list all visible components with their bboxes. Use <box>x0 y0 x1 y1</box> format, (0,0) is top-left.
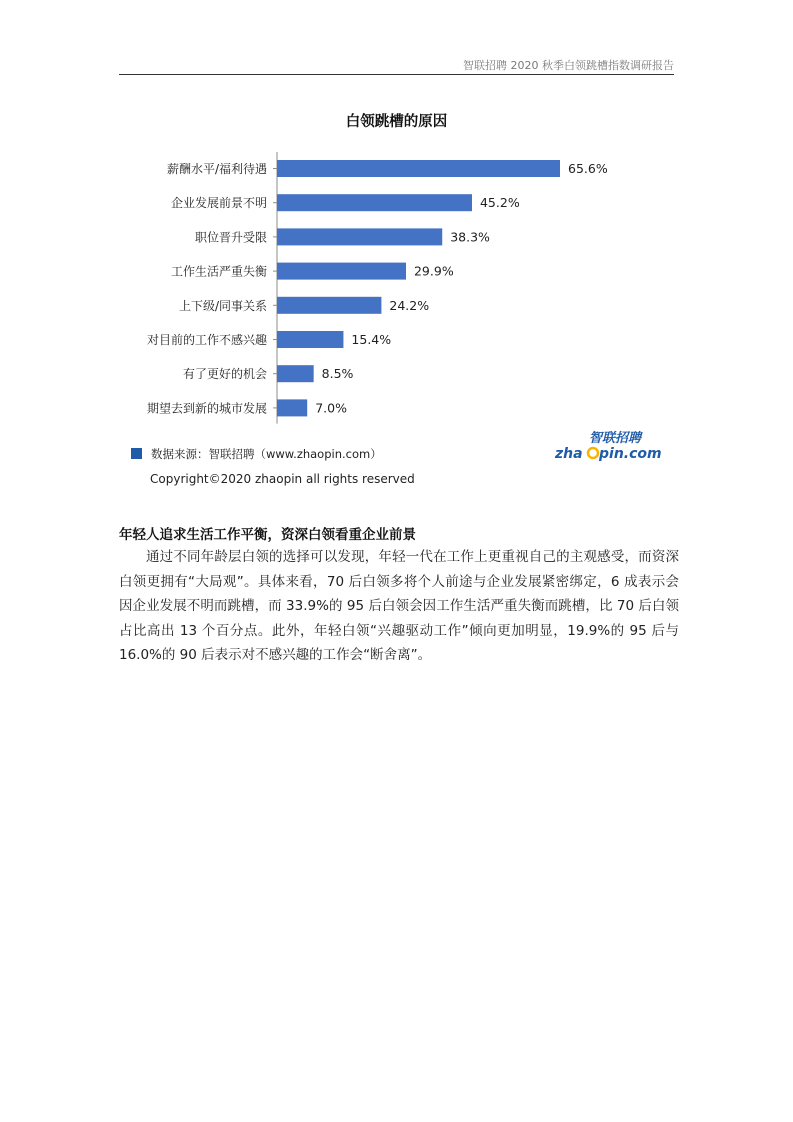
bar-7 <box>277 365 314 382</box>
bar-8 <box>277 399 307 416</box>
source-text: 数据来源：智联招聘（www.zhaopin.com） <box>151 447 382 461</box>
header-title: 智联招聘 2020 秋季白领跳槽指数调研报告 <box>463 59 674 72</box>
value-label-7: 8.5% <box>321 366 354 382</box>
value-label-4: 29.9% <box>413 263 454 279</box>
value-label-8: 7.0% <box>315 400 347 416</box>
category-label-8: 期望去到新的城市发展 <box>146 401 267 416</box>
zhaopin-logo <box>553 428 662 464</box>
category-label-4: 工作生活严重失衡 <box>170 264 267 279</box>
value-label-6: 15.4% <box>351 332 392 347</box>
copyright-text: Copyright©2020 zhaopin all rights reserved <box>150 472 415 486</box>
logo-o-ring <box>588 448 598 458</box>
bar-1 <box>277 160 560 177</box>
category-label-2: 企业发展前景不明 <box>170 196 267 211</box>
bar-4 <box>277 263 406 280</box>
category-label-5: 上下级/同事关系 <box>178 298 267 313</box>
category-label-1: 薪酬水平/福利待遇 <box>166 162 267 176</box>
value-label-1: 65.6% <box>568 161 608 176</box>
category-label-7: 有了更好的机会 <box>182 367 267 382</box>
bar-group <box>147 160 608 416</box>
body-paragraph-container <box>119 545 679 668</box>
category-label-6: 对目前的工作不感兴趣 <box>146 333 267 347</box>
bar-5 <box>277 297 381 314</box>
section-heading: 年轻人追求生活工作平衡，资深白领看重企业前景 <box>119 527 416 543</box>
value-label-3: 38.3% <box>450 229 490 245</box>
category-label-3: 职位晋升受限 <box>194 230 267 245</box>
bar-6 <box>277 331 343 348</box>
body-paragraph: 通过不同年龄层白领的选择可以发现，年轻一代在工作上更重视自己的主观感受，而资深白领更拥有“大局观”。具体来看，70 后白领多将个人前途与企业发展紧密绑定，6 成表示会因企业发展不明而跳槽，而 33.9%的 95 后白领会因工作生活严重失衡而跳槽，比 70 后白领占比高出 13 个百分点。此外，年轻白领“兴趣驱动工作”倾向更加明显，19.9%的 95 后与 16.0%的 90 后表示对不感兴趣的工作会“断舍离”。 <box>119 549 679 663</box>
logo-en-right: pin.com <box>599 446 662 462</box>
header-rule <box>119 74 674 75</box>
value-label-5: 24.2% <box>389 297 430 313</box>
chart-title: 白领跳槽的原因 <box>345 114 448 130</box>
logo-cn-text: 智联招聘 <box>589 431 642 446</box>
bar-3 <box>277 228 442 245</box>
bar-chart <box>0 150 793 430</box>
value-label-2: 45.2% <box>479 195 520 211</box>
bar-2 <box>277 194 472 211</box>
logo-en-left: zha <box>555 446 583 462</box>
source-marker <box>131 448 142 459</box>
